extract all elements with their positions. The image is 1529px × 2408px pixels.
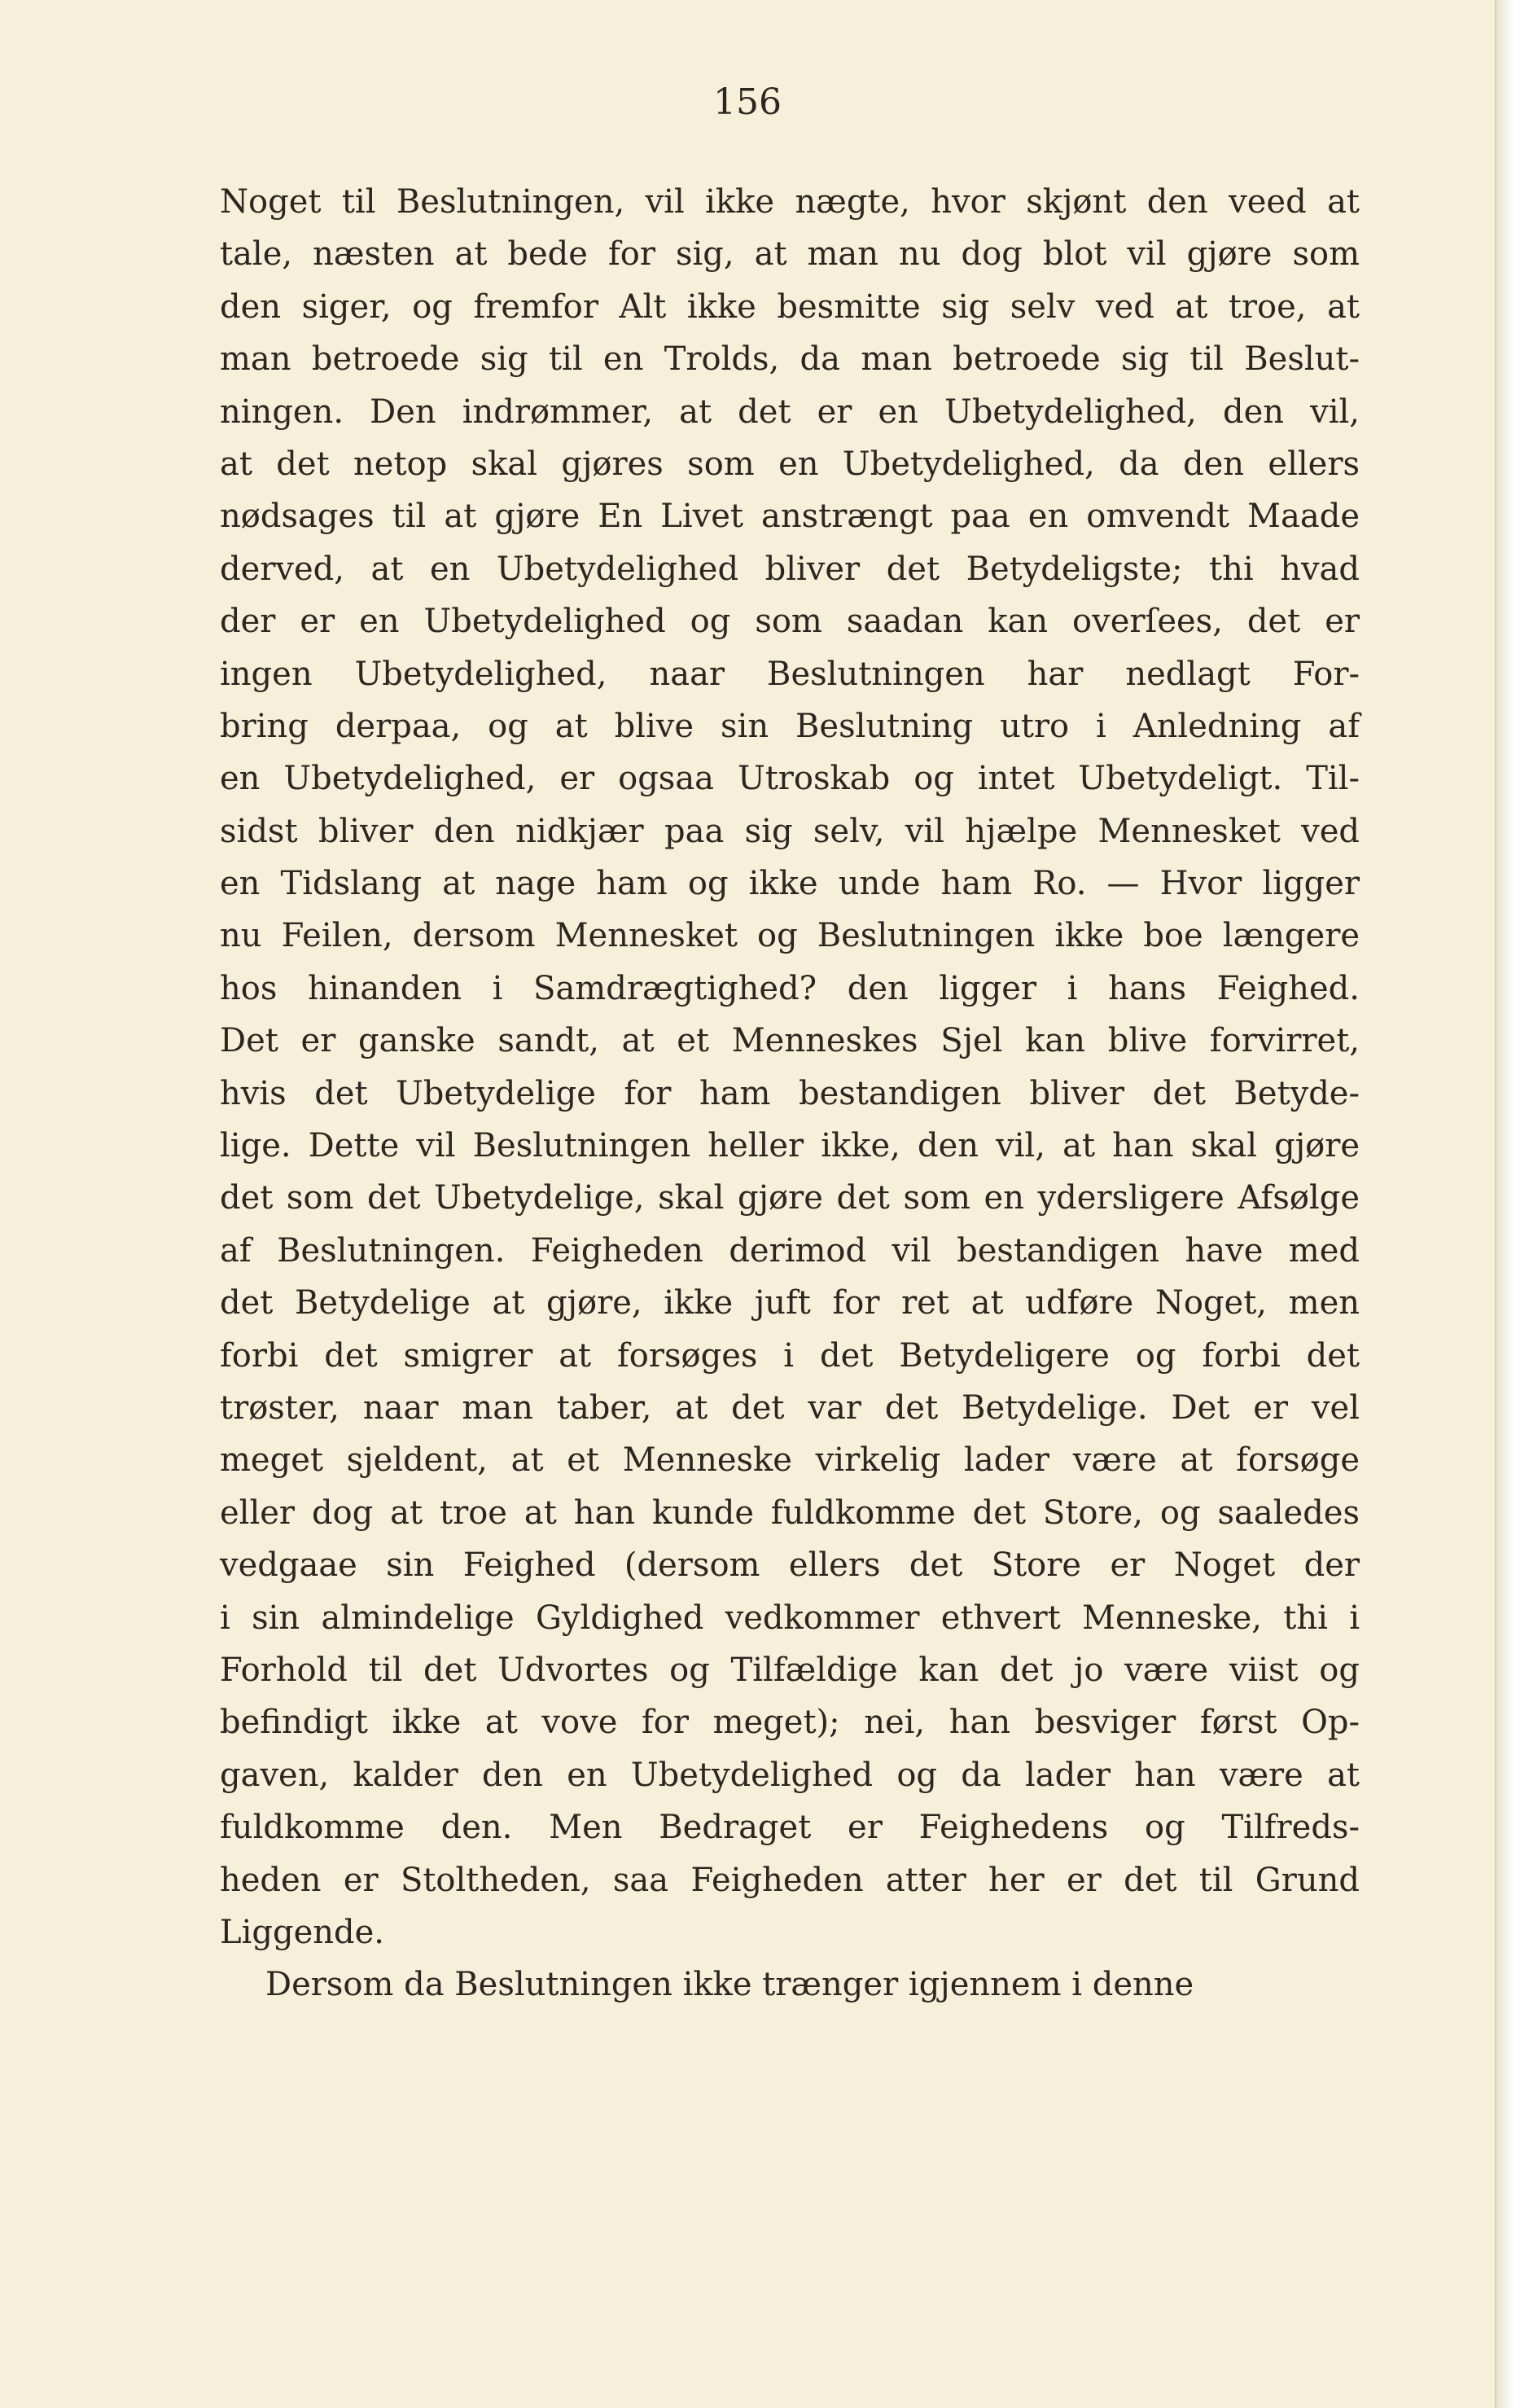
text-line: nu Feilen, dersom Mennesket og Beslutningen ikke boe længere — [220, 917, 1360, 955]
text-line: Forhold til det Udvortes og Tilfældige kan det jo være viist og — [220, 1651, 1360, 1689]
text-line: eller dog at troe at han kunde fuldkomme det Store, og saaledes — [220, 1493, 1360, 1532]
text-line: der er en Ubetydelighed og som saadan kan overſees, det er — [220, 603, 1360, 641]
text-line: hvis det Ubetydelige for ham bestandigen bliver det Betyde- — [220, 1074, 1360, 1112]
text-line: derved, at en Ubetydelighed bliver det Betydeligste; thi hvad — [220, 550, 1360, 588]
text-line: sidst bliver den nidkjær paa sig selv, vil hjælpe Mennesket ved — [220, 812, 1360, 850]
text-line: gaven, kalder den en Ubetydelighed og da lader han være at — [220, 1756, 1360, 1794]
text-line: det som det Ubetydelige, skal gjøre det som en ydersligere Afsølge — [220, 1179, 1360, 1217]
text-line: trøster, naar man taber, at det var det Betydelige. Det er vel — [220, 1388, 1360, 1427]
text-line: den siger, og fremfor Alt ikke besmitte sig selv ved at troe, at — [220, 287, 1360, 326]
text-line: lige. Dette vil Beslutningen heller ikke, den vil, at han skal gjøre — [220, 1127, 1360, 1165]
text-line: hos hinanden i Samdrægtighed? den ligger i hans Feighed. — [220, 969, 1360, 1007]
text-line: Liggende. — [220, 1913, 384, 1951]
text-line: meget sjeldent, at et Menneske virkelig lader være at forsøge — [220, 1441, 1360, 1480]
text-line: Det er ganske sandt, at et Menneskes Sjel kan blive forvirret, — [220, 1022, 1360, 1060]
text-line: en Tidslang at nage ham og ikke unde ham Ro. — Hvor ligger — [220, 865, 1360, 903]
text-line: befindigt ikke at vove for meget); nei, han besviger først Op- — [220, 1704, 1360, 1742]
text-line: det Betydelige at gjøre, ikke juft for ret at udføre Noget, men — [220, 1284, 1360, 1322]
body-text — [220, 176, 1360, 2011]
text-line: forbi det smigrer at forsøges i det Betydeligere og forbi det — [220, 1336, 1360, 1375]
text-line: ingen Ubetydelighed, naar Beslutningen har nedlagt For- — [220, 655, 1360, 693]
text-line: af Beslutningen. Feigheden derimod vil bestandigen have med — [220, 1231, 1360, 1270]
page-edge — [1496, 0, 1529, 2408]
text-line: i sin almindelige Gyldighed vedkommer ethvert Menneske, thi i — [220, 1599, 1360, 1637]
text-line: man betroede sig til en Trolds, da man betroede sig til Beslut- — [220, 340, 1360, 379]
text-line: fuldkomme den. Men Bedraget er Feighedens og Tilfreds- — [220, 1809, 1360, 1847]
text-line: vedgaae sin Feighed (dersom ellers det Store er Noget der — [220, 1546, 1360, 1585]
text-line: bring derpaa, og at blive sin Beslutning utro i Anledning af — [220, 707, 1360, 745]
text-line: en Ubetydelighed, er ogsaa Utroskab og intet Ubetydeligt. Til- — [220, 760, 1360, 798]
text-line: nødsages til at gjøre En Livet anstrængt paa en omvendt Maade — [220, 498, 1360, 536]
text-line: tale, næsten at bede for sig, at man nu dog blot vil gjøre som — [220, 235, 1360, 274]
text-line: at det netop skal gjøres som en Ubetydelighed, da den ellers — [220, 445, 1360, 483]
text-line: Noget til Beslutningen, vil ikke nægte, hvor skjønt den veed at — [220, 183, 1360, 221]
text-line: heden er Stoltheden, saa Feigheden atter her er det til Grund — [220, 1861, 1360, 1899]
paragraph-start-line: Dersom da Beslutningen ikke trænger igjennem i denne — [265, 1966, 1194, 2004]
page-number: 156 — [713, 81, 782, 123]
text-line: ningen. Den indrømmer, at det er en Ubetydelighed, den vil, — [220, 393, 1360, 431]
